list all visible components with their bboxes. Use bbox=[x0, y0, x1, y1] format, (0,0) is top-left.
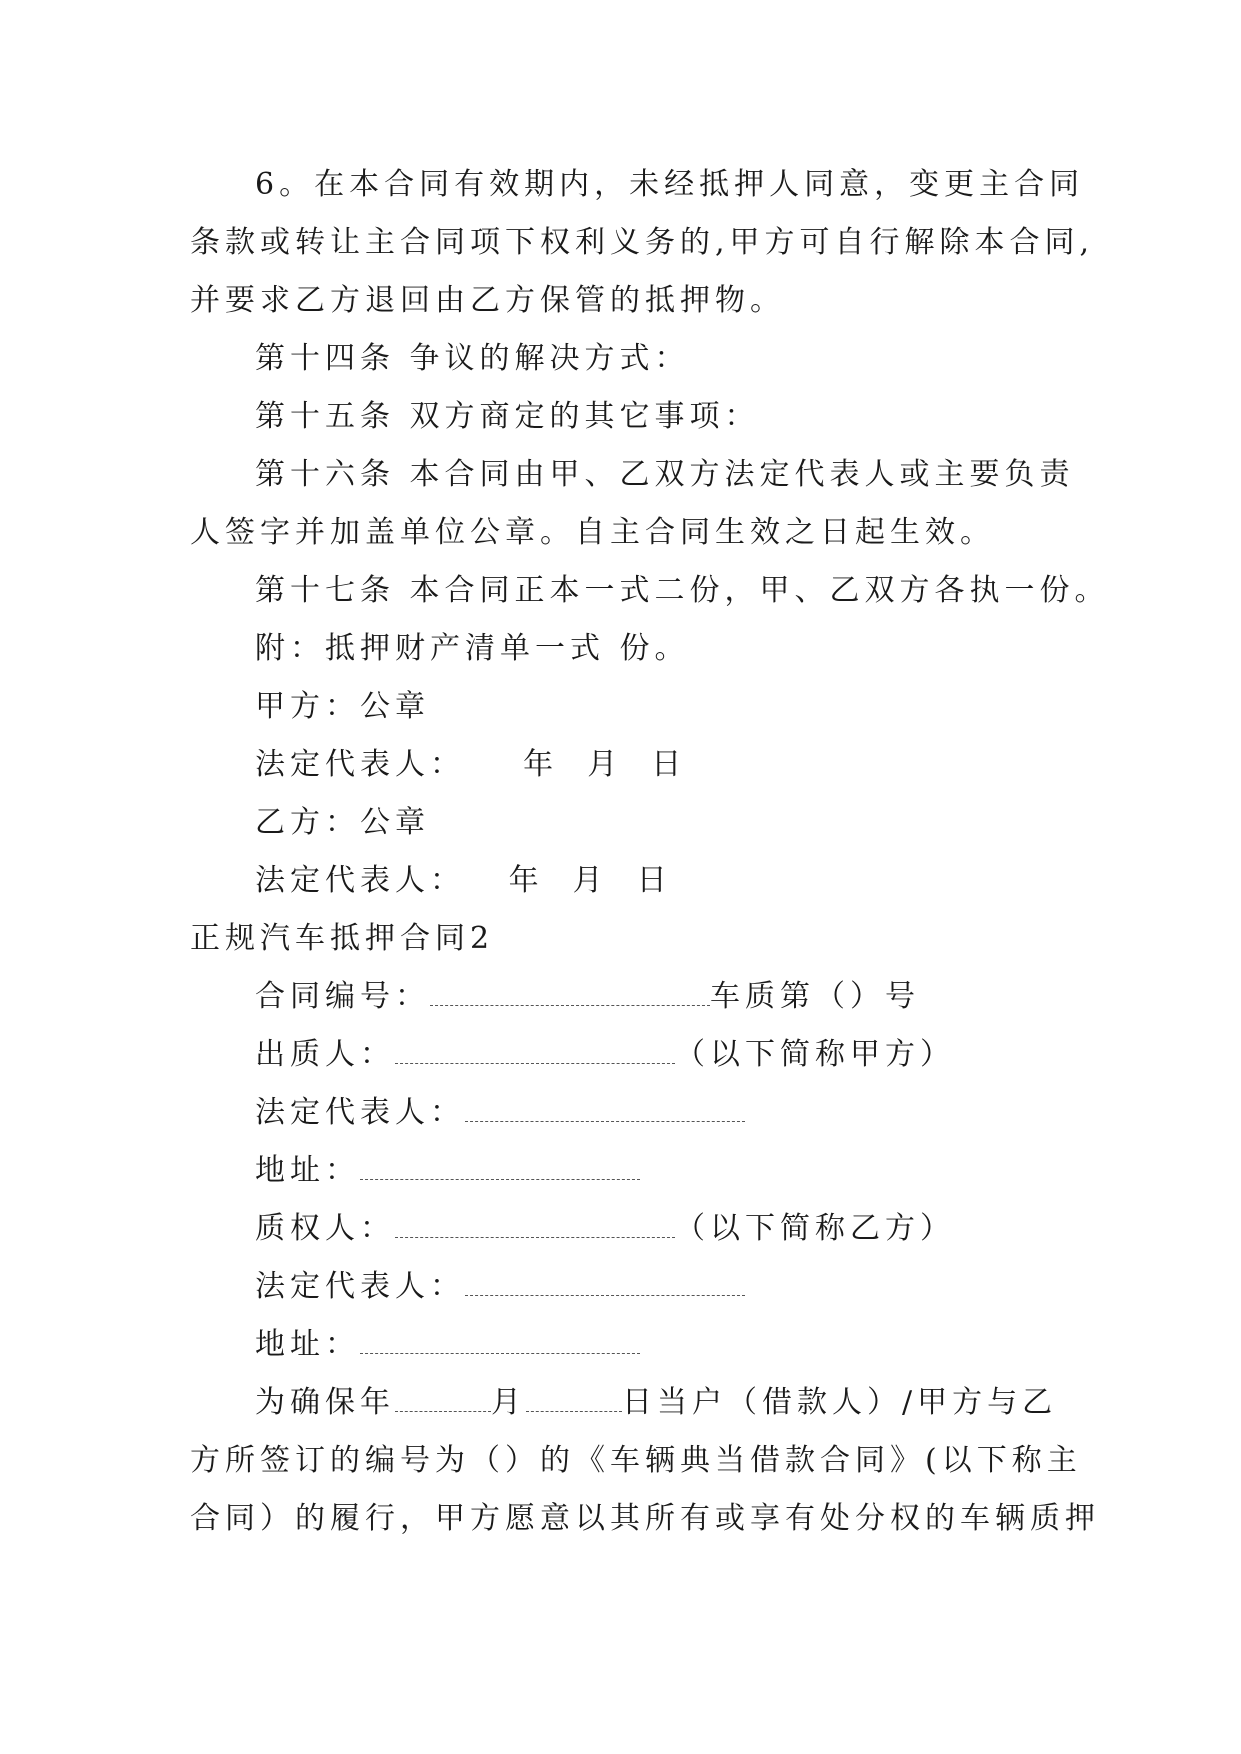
text-line: 6。在本合同有效期内，未经抵押人同意，变更主合同 bbox=[255, 167, 1085, 202]
text-line: 人签字并加盖单位公章。自主合同生效之日起生效。 bbox=[190, 515, 995, 550]
party-a-seal: 甲方：公章 bbox=[255, 689, 430, 724]
text-fragment: 月 bbox=[491, 1385, 526, 1420]
field-suffix: 车质第（）号 bbox=[710, 979, 920, 1014]
pledgee-line bbox=[255, 1209, 955, 1249]
field-suffix: （以下简称乙方） bbox=[675, 1211, 955, 1246]
party-a-representative: 法定代表人： 年 月 日 bbox=[255, 747, 687, 782]
contract-number-blank bbox=[430, 979, 710, 1006]
field-label: 地址： bbox=[255, 1153, 360, 1188]
text-line: 方所签订的编号为（）的《车辆典当借款合同》(以下称主 bbox=[190, 1443, 1082, 1478]
party-b-representative: 法定代表人： 年 月 日 bbox=[255, 863, 672, 898]
attachment-note: 附：抵押财产清单一式 份。 bbox=[255, 631, 690, 666]
day-blank bbox=[526, 1385, 622, 1412]
text-line: 并要求乙方退回由乙方保管的抵押物。 bbox=[190, 283, 785, 318]
pledgor-representative-line bbox=[255, 1093, 745, 1133]
pledgee-representative-blank bbox=[465, 1269, 745, 1296]
pledgor-address-blank bbox=[360, 1153, 640, 1180]
pledgor-address-line bbox=[255, 1151, 640, 1191]
party-b-seal: 乙方：公章 bbox=[255, 805, 430, 840]
pledgee-representative-line bbox=[255, 1267, 745, 1307]
pledgor-blank bbox=[395, 1037, 675, 1064]
field-label: 合同编号： bbox=[255, 979, 430, 1014]
field-label: 法定代表人： bbox=[255, 1095, 465, 1130]
field-suffix: （以下简称甲方） bbox=[675, 1037, 955, 1072]
pledgee-address-blank bbox=[360, 1327, 640, 1354]
field-label: 法定代表人： bbox=[255, 1269, 465, 1304]
pledgee-blank bbox=[395, 1211, 675, 1238]
field-label: 质权人： bbox=[255, 1211, 395, 1246]
field-label: 出质人： bbox=[255, 1037, 395, 1072]
text-fragment: 为确保年 bbox=[255, 1385, 395, 1420]
text-line: 条款或转让主合同项下权利义务的,甲方可自行解除本合同, bbox=[190, 225, 1095, 260]
article-16: 第十六条 本合同由甲、乙双方法定代表人或主要负责 bbox=[255, 457, 1075, 492]
month-blank bbox=[395, 1385, 491, 1412]
article-14: 第十四条 争议的解决方式： bbox=[255, 341, 690, 376]
article-17: 第十七条 本合同正本一式二份，甲、乙双方各执一份。 bbox=[255, 573, 1110, 608]
pledgor-line bbox=[255, 1035, 955, 1075]
purpose-line bbox=[255, 1383, 1057, 1423]
article-15: 第十五条 双方商定的其它事项： bbox=[255, 399, 760, 434]
section-title: 正规汽车抵押合同2 bbox=[190, 921, 495, 956]
text-line: 合同）的履行，甲方愿意以其所有或享有处分权的车辆质押 bbox=[190, 1501, 1100, 1536]
pledgor-representative-blank bbox=[465, 1095, 745, 1122]
contract-number-line bbox=[255, 977, 920, 1017]
text-fragment: 日当户（借款人）/甲方与乙 bbox=[622, 1385, 1058, 1420]
pledgee-address-line bbox=[255, 1325, 640, 1365]
field-label: 地址： bbox=[255, 1327, 360, 1362]
